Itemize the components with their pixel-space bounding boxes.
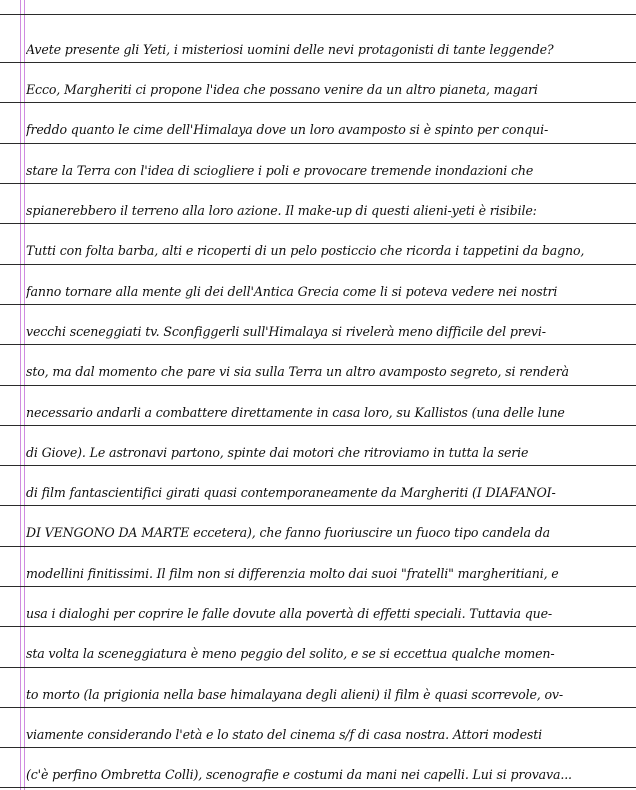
text-line: di Giove). Le astronavi partono, spinte dai motori che ritroviamo in tutta la serie (26, 445, 529, 460)
text-line: Avete presente gli Yeti, i misteriosi uomini delle nevi protagonisti di tante leggende? (26, 42, 554, 57)
text-line: spianerebbero il terreno alla loro azione. Il make-up di questi alieni-yeti è risibile: (26, 203, 537, 218)
text-line: fanno tornare alla mente gli dei dell'Antica Grecia come li si poteva vedere nei nostri (26, 284, 558, 299)
text-line: vecchi sceneggiati tv. Sconfiggerli sull'Himalaya si rivelerà meno difficile del previ- (26, 324, 546, 339)
text-line: to morto (la prigionia nella base himalayana degli alieni) il film è quasi scorrevole, ov- (26, 687, 563, 702)
text-line: stare la Terra con l'idea di sciogliere i poli e provocare tremende inondazioni che (26, 163, 534, 178)
text-line: Ecco, Margheriti ci propone l'idea che possano venire da un altro pianeta, magari (26, 82, 538, 97)
text-line: usa i dialoghi per coprire le falle dovute alla povertà di effetti speciali. Tuttavia que- (26, 606, 552, 621)
text-line: sta volta la sceneggiatura è meno peggio del solito, e se si eccettua qualche momen- (26, 646, 555, 661)
ruled-line (0, 264, 636, 265)
text-line: freddo quanto le cime dell'Himalaya dove un loro avamposto si è spinto per conqui- (26, 122, 549, 137)
text-line: necessario andarli a combattere direttamente in casa loro, su Kallistos (una delle lune (26, 405, 565, 420)
ruled-line (0, 143, 636, 144)
text-line: DI VENGONO DA MARTE eccetera), che fanno fuoriuscire un fuoco tipo candela da (26, 525, 550, 540)
margin-line-inner (24, 0, 25, 790)
text-line: modellini finitissimi. Il film non si differenzia molto dai suoi "fratelli" margheritiani, e (26, 566, 559, 581)
text-line: sto, ma dal momento che pare vi sia sulla Terra un altro avamposto segreto, si renderà (26, 364, 569, 379)
ruled-line (0, 14, 636, 15)
ruled-line (0, 667, 636, 668)
text-line: (c'è perfino Ombretta Colli), scenografie e costumi da mani nei capelli. Lui si provava... (26, 767, 572, 782)
text-line: di film fantascientifici girati quasi contemporaneamente da Margheriti (I DIAFANOI- (26, 485, 556, 500)
ruled-line (0, 385, 636, 386)
text-line: Tutti con folta barba, alti e ricoperti di un pelo posticcio che ricorda i tappetini da bagno, (26, 243, 585, 258)
ruled-line (0, 546, 636, 547)
margin-line-outer (20, 0, 21, 790)
text-line: viamente considerando l'età e lo stato del cinema s/f di casa nostra. Attori modesti (26, 727, 542, 742)
